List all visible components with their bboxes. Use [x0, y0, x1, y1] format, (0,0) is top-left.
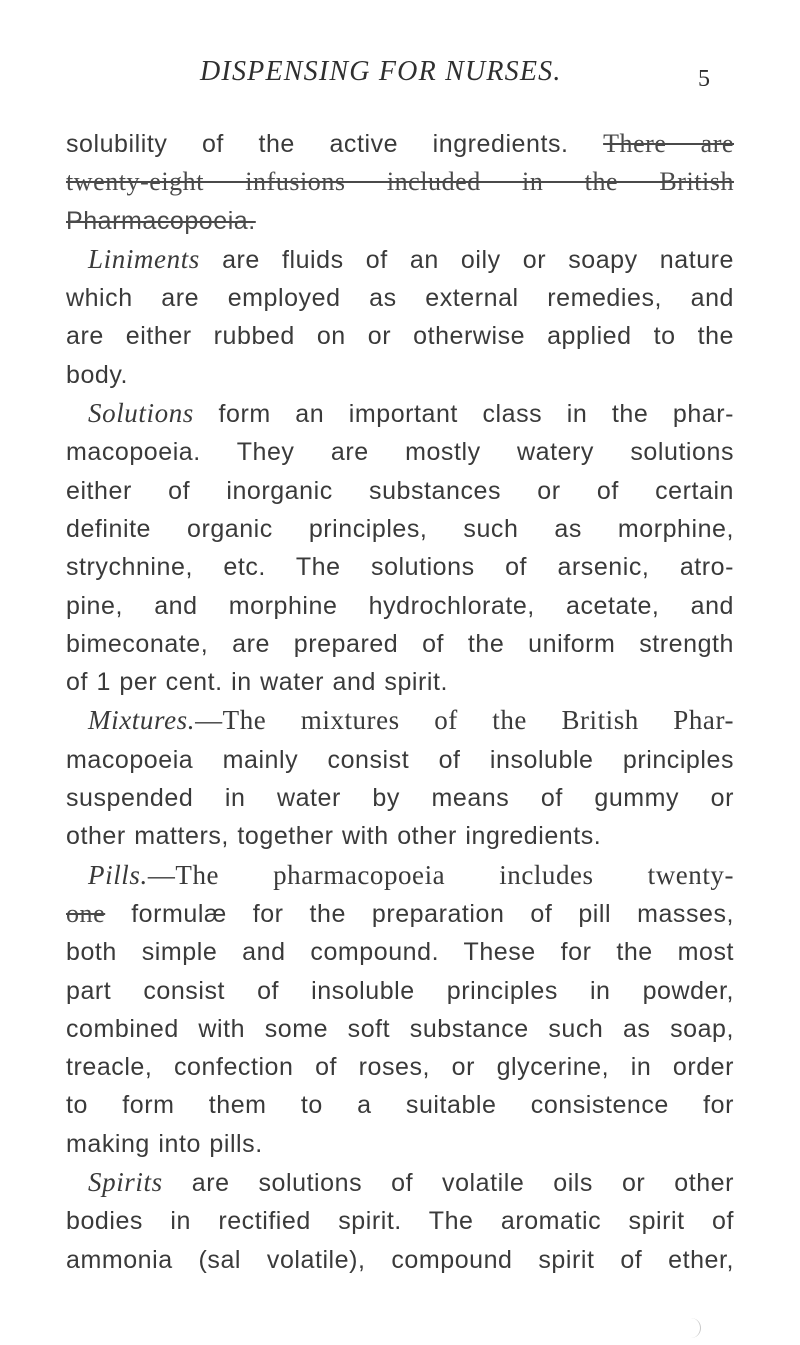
text-line: ammonia (sal volatile), compound spirit of ether, — [66, 1245, 734, 1274]
running-title: DISPENSING FOR NURSES. — [200, 56, 562, 87]
text-line: other matters, together with other ingredients. — [66, 822, 602, 851]
text-line: macopoeia. They are mostly watery solutions — [66, 438, 734, 467]
text-line: bodies in rectified spirit. The aromatic spirit of — [66, 1207, 734, 1236]
struck-text: Pharmacopoeia. — [66, 206, 256, 235]
paragraph-spirits: Spirits are solutions of volatile oils or other — [88, 1167, 735, 1198]
text-line: combined with some soft substance such as soap, — [66, 1014, 734, 1043]
text-line: to form them to a suitable consistence for — [66, 1091, 734, 1120]
text-line: making into pills. — [66, 1129, 263, 1158]
page-body — [66, 125, 734, 1279]
term-mixtures: Mixtures. — [88, 705, 196, 736]
paragraph-pills: Pills.—The pharmacopoeia includes twenty- — [88, 859, 734, 890]
term-liniments: Liniments — [88, 243, 200, 274]
text-line: strychnine, etc. The solutions of arsenic, atro- — [66, 553, 734, 582]
text-line: macopoeia mainly consist of insoluble principles — [66, 745, 734, 774]
term-pills: Pills. — [88, 859, 148, 890]
term-spirits: Spirits — [88, 1167, 163, 1198]
struck-text: There are — [603, 129, 735, 158]
text-line: treacle, confection of roses, or glycerine, in order — [66, 1053, 734, 1082]
text-line: part consist of insoluble principles in powder, — [66, 976, 734, 1005]
page-number: 5 — [698, 66, 710, 92]
text-line: which are employed as external remedies, and — [66, 284, 734, 313]
text-line: are either rubbed on or otherwise applied to the — [66, 322, 734, 351]
running-head — [0, 52, 800, 96]
text-line: suspended in water by means of gummy or — [66, 784, 734, 813]
text-line: of 1 per cent. in water and spirit. — [66, 668, 448, 697]
text-line: body. — [66, 360, 129, 389]
struck-text: one — [66, 898, 106, 928]
paragraph-solutions: Solutions form an important class in the phar- — [88, 398, 734, 429]
text-line: solubility of the active ingredients. There are — [66, 129, 735, 158]
text-line: either of inorganic substances or of certain — [66, 476, 734, 505]
text-line: definite organic principles, such as morphine, — [66, 514, 734, 543]
term-solutions: Solutions — [88, 398, 194, 429]
paragraph-mixtures: Mixtures.—The mixtures of the British Phar- — [88, 705, 734, 736]
struck-text: twenty-eight infusions included in the British — [66, 167, 734, 197]
text-line: pine, and morphine hydrochlorate, acetate, and — [66, 591, 734, 620]
text-line: one formulæ for the preparation of pill masses, — [66, 898, 734, 928]
text-line: both simple and compound. These for the most — [66, 938, 734, 967]
paper-mark — [690, 1318, 701, 1338]
text-line: bimeconate, are prepared of the uniform strength — [66, 629, 734, 658]
paragraph-liniments: Liniments are fluids of an oily or soapy nature — [88, 243, 734, 274]
